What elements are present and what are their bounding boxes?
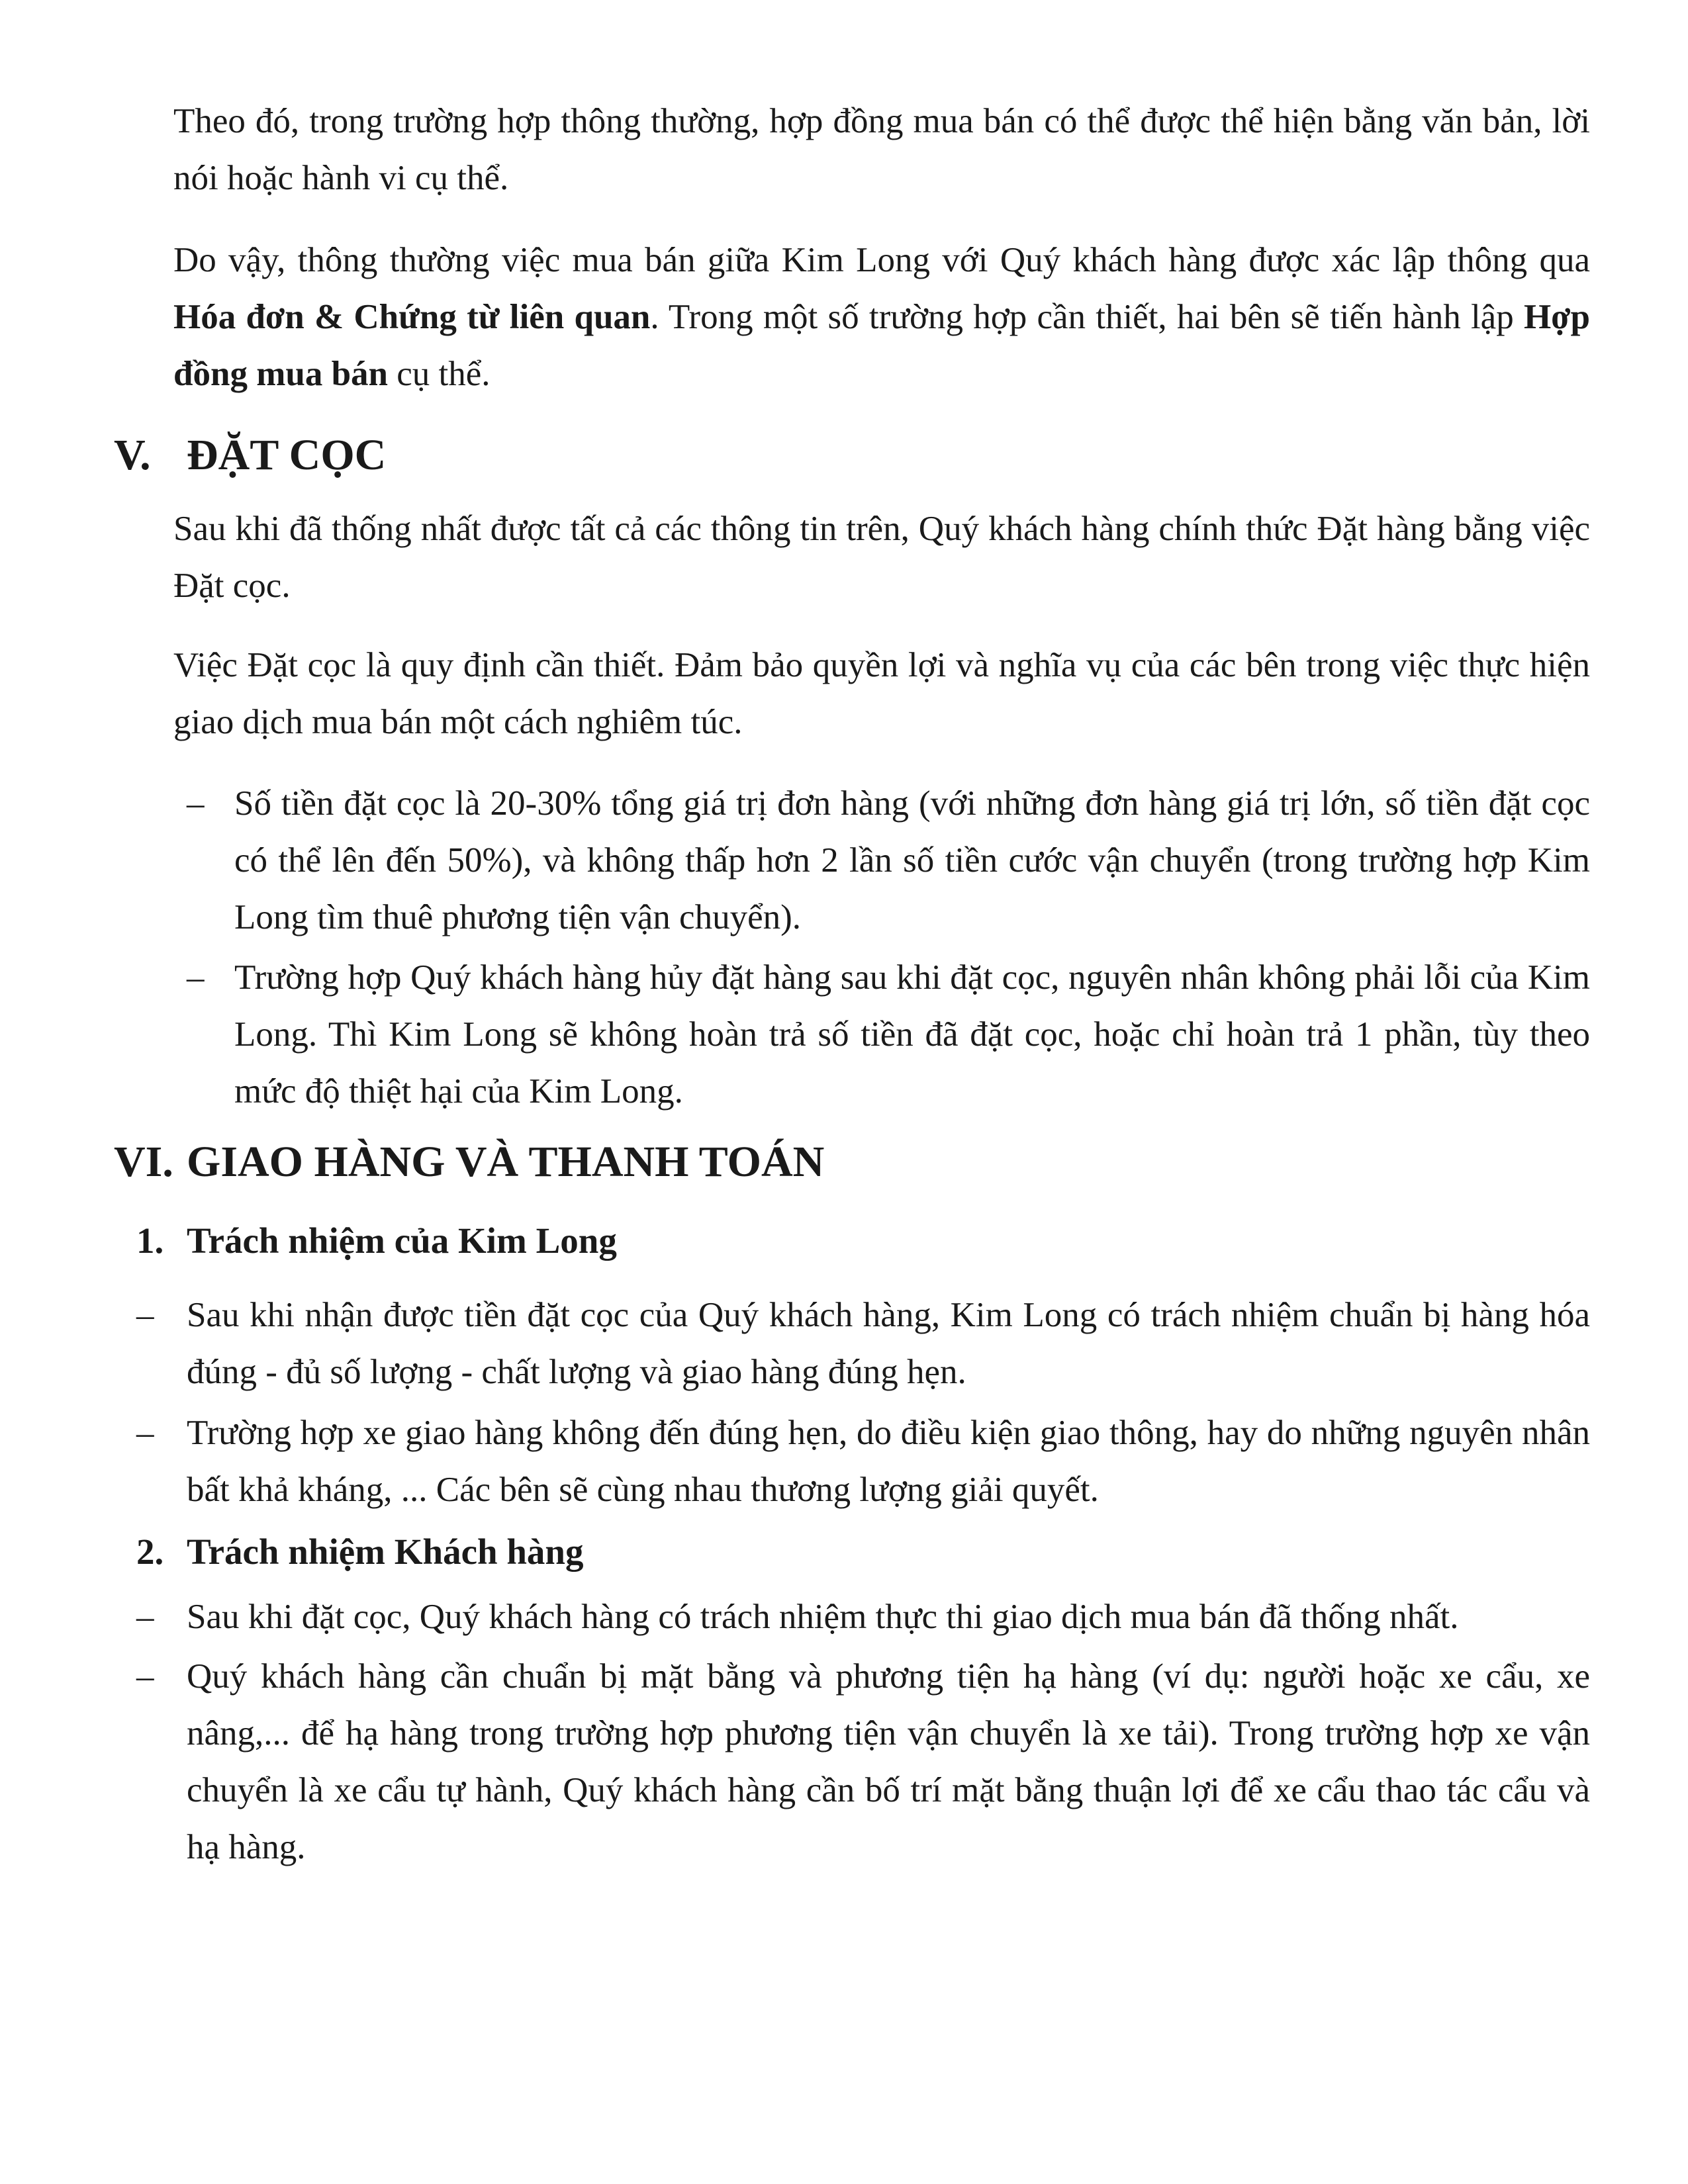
bullet-dash: – — [136, 1598, 154, 1636]
subsection-title: Trách nhiệm Khách hàng — [187, 1531, 584, 1572]
bullet-dash: – — [187, 784, 205, 823]
paragraph-text: Do vậy, thông thường việc mua bán giữa Kim Long với Quý khách hàng được xác lập thông qua — [173, 241, 1590, 279]
list-item-text: Sau khi đặt cọc, Quý khách hàng có trách nhiệm thực thi giao dịch mua bán đã thống nhất. — [187, 1598, 1459, 1636]
subsection-heading-customer — [136, 1529, 584, 1575]
bullet-dash: – — [136, 1657, 154, 1696]
subsection-number: 1. — [136, 1220, 164, 1261]
paragraph-deposit-intro: Sau khi đã thống nhất được tất cả các thông tin trên, Quý khách hàng chính thức Đặt hàng bằng việc Đặt cọc. — [173, 510, 1590, 605]
paragraph-invoice-contract — [173, 232, 1590, 402]
bullet-dash: – — [187, 958, 205, 997]
bold-sales-contract: Hợp đồng mua bán — [173, 298, 1590, 393]
section-title: ĐẶT CỌC — [187, 431, 387, 479]
bullet-dash: – — [136, 1296, 154, 1334]
section-heading-giao-hang — [114, 1136, 824, 1189]
subsection-heading-kim-long — [136, 1218, 617, 1264]
section-number: VI. — [114, 1138, 173, 1186]
list-item-text: Quý khách hàng cần chuẩn bị mặt bằng và phương tiện hạ hàng (ví dụ: người hoặc xe cẩu, xe nâng,... để hạ hàng trong trường hợp phương tiện vận chuyển là xe tải). Trong trường hợp xe vận chuyển là xe cẩu tự hành, Quý khách hàng cần bố trí mặt bằng thuận lợi để xe cẩu thao tác cẩu và hạ hàng. — [187, 1657, 1590, 1866]
paragraph-deposit-purpose: Việc Đặt cọc là quy định cần thiết. Đảm bảo quyền lợi và nghĩa vụ của các bên trong việc thực hiện giao dịch mua bán một cách nghiêm túc. — [173, 646, 1590, 741]
bullet-dash: – — [136, 1414, 154, 1452]
paragraph-contract-forms: Theo đó, trong trường hợp thông thường, hợp đồng mua bán có thể được thể hiện bằng văn bản, lời nói hoặc hành vi cụ thể. — [173, 102, 1590, 197]
paragraph-text: cụ thể. — [388, 355, 491, 393]
subsection-title: Trách nhiệm của Kim Long — [187, 1220, 617, 1261]
list-item-text: Sau khi nhận được tiền đặt cọc của Quý khách hàng, Kim Long có trách nhiệm chuẩn bị hàng hóa đúng - đủ số lượng - chất lượng và giao hàng đúng hẹn. — [187, 1296, 1590, 1391]
bold-invoice-documents: Hóa đơn & Chứng từ liên quan — [173, 298, 651, 336]
subsection-number: 2. — [136, 1531, 164, 1572]
list-item-text: Số tiền đặt cọc là 20-30% tổng giá trị đơn hàng (với những đơn hàng giá trị lớn, số tiền đặt cọc có thể lên đến 50%), và không thấp hơn 2 lần số tiền cước vận chuyển (trong trường hợp Kim Long tìm thuê phương tiện vận chuyển). — [234, 784, 1590, 936]
list-item-text: Trường hợp xe giao hàng không đến đúng hẹn, do điều kiện giao thông, hay do những nguyên nhân bất khả kháng, ... Các bên sẽ cùng nhau thương lượng giải quyết. — [187, 1414, 1590, 1509]
list-item-text: Trường hợp Quý khách hàng hủy đặt hàng sau khi đặt cọc, nguyên nhân không phải lỗi của Kim Long. Thì Kim Long sẽ không hoàn trả số tiền đã đặt cọc, hoặc chỉ hoàn trả 1 phần, tùy theo mức độ thiệt hại của Kim Long. — [234, 958, 1590, 1111]
section-title: GIAO HÀNG VÀ THANH TOÁN — [187, 1138, 825, 1186]
section-number: V. — [114, 431, 151, 479]
paragraph-text: . Trong một số trường hợp cần thiết, hai bên sẽ tiến hành lập — [650, 298, 1524, 336]
section-heading-dat-coc — [114, 429, 386, 482]
